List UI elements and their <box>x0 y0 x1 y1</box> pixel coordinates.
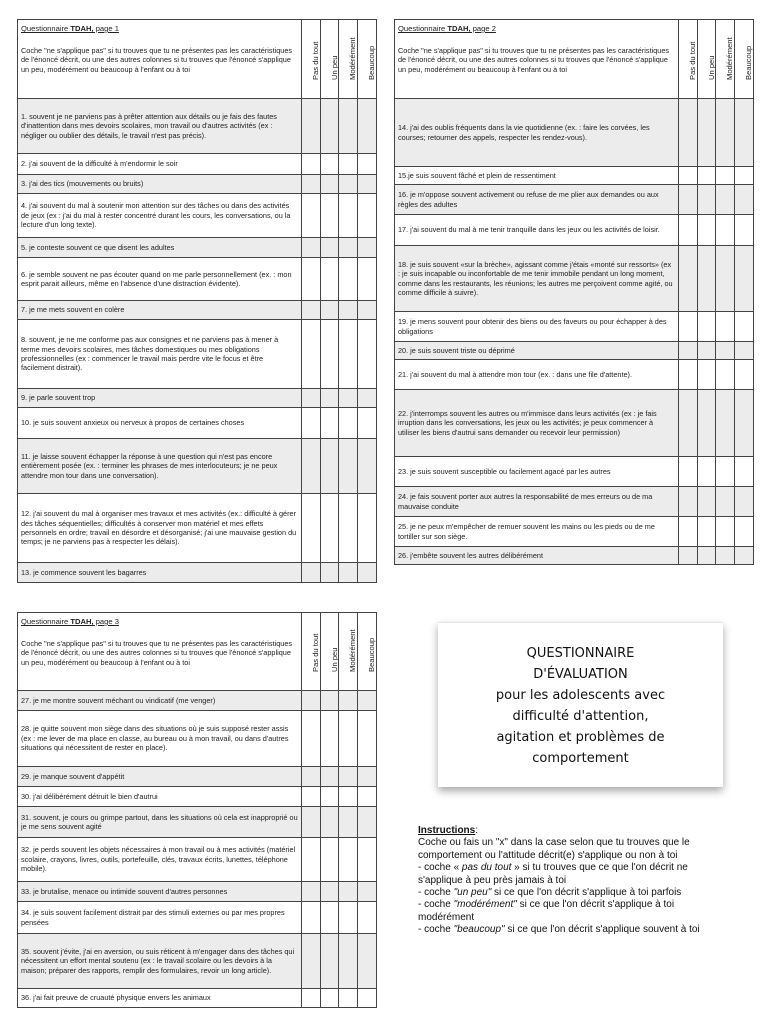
answer-cell <box>302 238 321 258</box>
page-3-title: Questionnaire TDAH, page 3 <box>21 617 119 626</box>
question-row <box>395 215 754 246</box>
question-row <box>18 320 377 389</box>
answer-cell <box>339 882 358 902</box>
answer-cell <box>302 838 321 882</box>
answer-cell <box>679 312 698 342</box>
answer-cell <box>302 439 321 494</box>
questionnaire-page-3 <box>17 612 377 1008</box>
answer-cell <box>716 312 735 342</box>
answer-cell <box>302 175 321 194</box>
instructions-heading-colon: : <box>475 825 479 836</box>
answer-cell <box>339 691 358 711</box>
answer-cell <box>679 185 698 215</box>
answer-cell <box>339 902 358 934</box>
answer-cell <box>716 246 735 312</box>
answer-cell <box>358 154 377 175</box>
answer-cell <box>321 154 339 175</box>
answer-cell <box>321 691 339 711</box>
answer-cell <box>302 902 321 934</box>
answer-cell <box>302 389 321 408</box>
answer-cell <box>321 175 339 194</box>
answer-cell <box>339 767 358 787</box>
title-line: QUESTIONNAIRE <box>526 646 635 661</box>
question-text: 19. je mens souvent pour obtenir des biens ou des faveurs ou pour échapper à des obligations <box>395 312 679 342</box>
answer-cell <box>321 807 339 838</box>
instructions-heading: Instructions <box>418 825 476 836</box>
answer-cell <box>302 99 321 154</box>
title-line: pour les adolescents avec <box>495 688 666 703</box>
answer-cell <box>679 215 698 246</box>
page-1-title: Questionnaire TDAH, page 1 <box>21 24 119 33</box>
question-text: 25. je ne peux m'empêcher de remuer souvent les mains ou les pieds ou de me tortiller sur son siège. <box>395 517 679 547</box>
answer-cell <box>698 312 716 342</box>
question-text: 15.je suis souvent fâché et plein de ressentiment <box>395 167 679 185</box>
answer-cell <box>358 258 377 301</box>
question-row <box>18 563 377 583</box>
answer-cell <box>302 320 321 389</box>
column-header-moderement: Modérément <box>339 613 358 691</box>
answer-cell <box>302 691 321 711</box>
answer-cell <box>339 389 358 408</box>
answer-cell <box>716 185 735 215</box>
answer-cell <box>679 547 698 565</box>
answer-cell <box>339 320 358 389</box>
answer-cell <box>339 787 358 807</box>
answer-cell <box>302 258 321 301</box>
question-row <box>395 185 754 215</box>
title-line: D'ÉVALUATION <box>533 667 628 682</box>
answer-cell <box>321 389 339 408</box>
question-text: 11. je laisse souvent échapper la réponse à une question qui n'est pas encore entièrement posée (ex. : terminer les phrases de mes interlocuteurs; je ne peux attendre mon tour dans une conversation). <box>18 439 302 494</box>
answer-cell <box>302 301 321 320</box>
answer-cell <box>321 439 339 494</box>
answer-cell <box>679 99 698 167</box>
answer-cell <box>339 301 358 320</box>
question-row <box>18 439 377 494</box>
question-row <box>18 989 377 1008</box>
question-row <box>18 934 377 989</box>
question-row <box>18 194 377 238</box>
answer-cell <box>698 215 716 246</box>
answer-cell <box>302 154 321 175</box>
question-text: 27. je me montre souvent méchant ou vindicatif (me venger) <box>18 691 302 711</box>
answer-cell <box>339 711 358 767</box>
answer-cell <box>735 517 754 547</box>
question-row <box>18 711 377 767</box>
answer-cell <box>358 301 377 320</box>
questionnaire-title-card <box>438 622 723 787</box>
answer-cell <box>735 342 754 360</box>
answer-cell <box>716 487 735 517</box>
question-row <box>18 408 377 439</box>
answer-cell <box>679 390 698 457</box>
question-row <box>395 547 754 565</box>
question-text: 10. je suis souvent anxieux ou nerveux à propos de certaines choses <box>18 408 302 439</box>
question-text: 34. je suis souvent facilement distrait par des stimuli externes ou par mes propres pensées <box>18 902 302 934</box>
answer-cell <box>321 902 339 934</box>
answer-cell <box>735 99 754 167</box>
answer-cell <box>302 807 321 838</box>
answer-cell <box>735 167 754 185</box>
answer-cell <box>735 185 754 215</box>
answer-cell <box>321 934 339 989</box>
answer-cell <box>716 517 735 547</box>
question-text: 9. je parle souvent trop <box>18 389 302 408</box>
answer-cell <box>698 390 716 457</box>
answer-cell <box>716 360 735 390</box>
question-text: 3. j'ai des tics (mouvements ou bruits) <box>18 175 302 194</box>
question-text: 35. souvent j'évite, j'ai en aversion, ou suis réticent à m'engager dans des tâches qui nécessitent un effort mental soutenu (ex : le travail scolaire ou les devoirs à la maison; préparer des rapports, remplir des formulaires, revoir un long article). <box>18 934 302 989</box>
question-row <box>395 99 754 167</box>
answer-cell <box>358 989 377 1008</box>
answer-cell <box>698 487 716 517</box>
question-row <box>395 342 754 360</box>
question-text: 20. je suis souvent triste ou déprimé <box>395 342 679 360</box>
title-line: difficulté d'attention, <box>512 709 649 724</box>
answer-cell <box>339 494 358 563</box>
question-row <box>18 767 377 787</box>
answer-cell <box>321 494 339 563</box>
question-row <box>18 882 377 902</box>
answer-cell <box>698 360 716 390</box>
answer-cell <box>698 457 716 487</box>
instructions-intro: Coche ou fais un "x" dans la case selon que tu trouves que le comportement ou l'attitude décrit(e) s'applique ou non à toi <box>418 837 690 861</box>
answer-cell <box>358 711 377 767</box>
answer-cell <box>302 194 321 238</box>
answer-cell <box>358 563 377 583</box>
question-row <box>395 517 754 547</box>
answer-cell <box>339 99 358 154</box>
question-row <box>395 390 754 457</box>
question-row <box>395 457 754 487</box>
question-row <box>395 167 754 185</box>
answer-cell <box>321 989 339 1008</box>
question-row <box>18 691 377 711</box>
answer-cell <box>679 246 698 312</box>
answer-cell <box>698 547 716 565</box>
question-text: 28. je quitte souvent mon siège dans des situations où je suis supposé rester assis (ex : me lever de ma place en classe, au bureau ou à mon travail, ou dans d'autres situations qui nécessitent de rester en place). <box>18 711 302 767</box>
title-line: agitation et problèmes de <box>496 730 665 745</box>
answer-cell <box>698 99 716 167</box>
question-text: 8. souvent, je ne me conforme pas aux consignes et ne parviens pas à mener à terme mes devoirs scolaires, mes tâches domestiques ou mes obligations professionnelles (ex : commencer le travail mais perdre vite le focus et être facilement distrait). <box>18 320 302 389</box>
question-row <box>395 487 754 517</box>
answer-cell <box>321 194 339 238</box>
answer-cell <box>339 934 358 989</box>
answer-cell <box>321 882 339 902</box>
question-text: 4. j'ai souvent du mal à soutenir mon attention sur des tâches ou dans des activités de jeux (ex : j'ai du mal à rester concentré durant les cours, les conversations, ou la lecture d'un long texte). <box>18 194 302 238</box>
question-text: 33. je brutalise, menace ou intimide souvent d'autres personnes <box>18 882 302 902</box>
question-text: 24. je fais souvent porter aux autres la responsabilité de mes erreurs ou de ma mauvaise conduite <box>395 487 679 517</box>
column-header-pas-du-tout: Pas du tout <box>302 20 321 99</box>
page-1-description: Coche "ne s'applique pas" si tu trouves que tu ne présentes pas les caractéristiques de l'énoncé décrit, ou une des autres colonnes si tu trouves que l'énoncé s'applique un peu, modérément ou beaucoup à l'enfant ou à toi <box>21 45 293 74</box>
question-row <box>18 175 377 194</box>
question-text: 21. j'ai souvent du mal à attendre mon tour (ex. : dans une file d'attente). <box>395 360 679 390</box>
page-3-description: Coche "ne s'applique pas" si tu trouves que tu ne présentes pas les caractéristiques de l'énoncé décrit, ou une des autres colonnes si tu trouves que l'énoncé s'applique un peu, modérément ou beaucoup à l'enfant ou à toi <box>21 638 293 667</box>
question-row <box>18 238 377 258</box>
question-text: 30. j'ai délibérément détruit le bien d'autrui <box>18 787 302 807</box>
question-row <box>18 154 377 175</box>
answer-cell <box>698 342 716 360</box>
answer-cell <box>735 246 754 312</box>
page-2-header <box>395 20 679 99</box>
question-text: 13. je commence souvent les bagarres <box>18 563 302 583</box>
column-header-un-peu: Un peu <box>321 613 339 691</box>
question-text: 23. je suis souvent susceptible ou facilement agacé par les autres <box>395 457 679 487</box>
question-row <box>18 258 377 301</box>
answer-cell <box>716 547 735 565</box>
answer-cell <box>302 767 321 787</box>
answer-cell <box>302 787 321 807</box>
answer-cell <box>358 320 377 389</box>
answer-cell <box>339 563 358 583</box>
answer-cell <box>321 767 339 787</box>
instruction-option: - coche "beaucoup" si ce que l'on décrit s'applique souvent à toi <box>418 924 700 936</box>
column-header-beaucoup: Beaucoup <box>735 20 754 99</box>
question-row <box>395 312 754 342</box>
answer-cell <box>358 934 377 989</box>
answer-cell <box>339 408 358 439</box>
answer-cell <box>679 457 698 487</box>
instruction-option: - coche "modérément" si ce que l'on décrit s'applique à toi modérément <box>418 899 675 923</box>
answer-cell <box>339 258 358 301</box>
answer-cell <box>302 563 321 583</box>
question-text: 26. j'embête souvent les autres délibérément <box>395 547 679 565</box>
question-row <box>18 494 377 563</box>
answer-cell <box>321 301 339 320</box>
question-text: 29. je manque souvent d'appétit <box>18 767 302 787</box>
answer-cell <box>698 246 716 312</box>
answer-cell <box>339 194 358 238</box>
answer-cell <box>716 215 735 246</box>
answer-cell <box>358 194 377 238</box>
answer-cell <box>735 215 754 246</box>
instructions-block <box>418 825 728 937</box>
page-3-header <box>18 613 302 691</box>
question-text: 36. j'ai fait preuve de cruauté physique envers les animaux <box>18 989 302 1008</box>
answer-cell <box>321 838 339 882</box>
answer-cell <box>679 167 698 185</box>
question-text: 17. j'ai souvent du mal à me tenir tranquille dans les jeux ou les activités de loisir. <box>395 215 679 246</box>
question-row <box>18 807 377 838</box>
answer-cell <box>358 175 377 194</box>
answer-cell <box>735 360 754 390</box>
answer-cell <box>679 517 698 547</box>
question-row <box>18 838 377 882</box>
column-header-un-peu: Un peu <box>321 20 339 99</box>
question-row <box>395 360 754 390</box>
question-row <box>18 99 377 154</box>
answer-cell <box>302 934 321 989</box>
answer-cell <box>339 154 358 175</box>
question-text: 12. j'ai souvent du mal à organiser mes travaux et mes activités (ex.: difficulté à gérer des tâches séquentielles; difficultés à conserver mon matériel et mes effets personnels en ordre; travail en désordre et désorganisé; j'ai une mauvaise gestion du temps; je ne parviens pas à respecter les délais). <box>18 494 302 563</box>
answer-cell <box>339 838 358 882</box>
answer-cell <box>358 99 377 154</box>
answer-cell <box>698 185 716 215</box>
answer-cell <box>358 807 377 838</box>
answer-cell <box>321 787 339 807</box>
column-header-beaucoup: Beaucoup <box>358 20 377 99</box>
column-header-moderement: Modérément <box>339 20 358 99</box>
answer-cell <box>735 487 754 517</box>
answer-cell <box>735 390 754 457</box>
answer-cell <box>716 167 735 185</box>
answer-cell <box>716 99 735 167</box>
answer-cell <box>698 167 716 185</box>
answer-cell <box>302 989 321 1008</box>
page-2-description: Coche "ne s'applique pas" si tu trouves que tu ne présentes pas les caractéristiques de l'énoncé décrit, ou une des autres colonnes si tu trouves que l'énoncé s'applique un peu, modérément ou beaucoup à l'enfant ou à toi <box>398 45 670 74</box>
question-text: 18. je suis souvent «sur la brèche», agissant comme j'étais «monté sur ressorts» (ex : je suis incapable ou inconfortable de me tenir immobile pendant un long moment, comme dans les restaurants, les réunions; les autres me perçoivent comme agité, ou comme difficile à suivre). <box>395 246 679 312</box>
question-text: 14. j'ai des oublis fréquents dans la vie quotidienne (ex. : faire les corvées, les courses; retourner des appels, respecter les rendez-vous). <box>395 99 679 167</box>
answer-cell <box>716 342 735 360</box>
questionnaire-page-2 <box>394 19 754 565</box>
answer-cell <box>358 838 377 882</box>
answer-cell <box>735 547 754 565</box>
answer-cell <box>358 902 377 934</box>
column-header-un-peu: Un peu <box>698 20 716 99</box>
question-text: 2. j'ai souvent de la difficulté à m'endormir le soir <box>18 154 302 175</box>
question-text: 7. je me mets souvent en colère <box>18 301 302 320</box>
answer-cell <box>716 390 735 457</box>
answer-cell <box>358 238 377 258</box>
answer-cell <box>358 787 377 807</box>
question-text: 31. souvent, je cours ou grimpe partout, dans les situations où cela est inapproprié ou je me sens souvent agité <box>18 807 302 838</box>
answer-cell <box>358 767 377 787</box>
answer-cell <box>339 238 358 258</box>
question-text: 5. je conteste souvent ce que disent les adultes <box>18 238 302 258</box>
answer-cell <box>339 175 358 194</box>
question-row <box>395 246 754 312</box>
answer-cell <box>679 342 698 360</box>
answer-cell <box>358 408 377 439</box>
answer-cell <box>735 457 754 487</box>
question-row <box>18 902 377 934</box>
answer-cell <box>358 389 377 408</box>
answer-cell <box>358 494 377 563</box>
column-header-pas-du-tout: Pas du tout <box>679 20 698 99</box>
answer-cell <box>339 989 358 1008</box>
column-header-moderement: Modérément <box>716 20 735 99</box>
column-header-pas-du-tout: Pas du tout <box>302 613 321 691</box>
answer-cell <box>321 711 339 767</box>
answer-cell <box>358 882 377 902</box>
instructions-heading-line <box>418 825 728 837</box>
questionnaire-page-1 <box>17 19 377 583</box>
title-line: comportement <box>532 751 629 766</box>
question-text: 32. je perds souvent les objets nécessaires à mon travail ou à mes activités (matériel scolaire, crayons, livres, outils, portefeuille, clés, travaux écrits, lunettes, téléphone mobile). <box>18 838 302 882</box>
answer-cell <box>321 258 339 301</box>
question-text: 1. souvent je ne parviens pas à prêter attention aux détails ou je fais des fautes d'inattention dans mes devoirs scolaires, mon travail ou d'autres activités (ex : négliger ou oublier des détails, le travail n'est pas précis). <box>18 99 302 154</box>
question-row <box>18 787 377 807</box>
answer-cell <box>716 457 735 487</box>
page-2-title: Questionnaire TDAH, page 2 <box>398 24 496 33</box>
answer-cell <box>302 408 321 439</box>
answer-cell <box>321 563 339 583</box>
answer-cell <box>302 711 321 767</box>
answer-cell <box>358 691 377 711</box>
question-text: 6. je semble souvent ne pas écouter quand on me parle personnellement (ex. : mon esprit parait ailleurs, même en l'absence d'une distraction évidente). <box>18 258 302 301</box>
answer-cell <box>321 99 339 154</box>
answer-cell <box>735 312 754 342</box>
answer-cell <box>679 360 698 390</box>
answer-cell <box>698 517 716 547</box>
answer-cell <box>339 439 358 494</box>
answer-cell <box>358 439 377 494</box>
question-text: 22. j'interromps souvent les autres ou m'immisce dans leurs activités (ex : je fais irruption dans les conversations, les jeux ou les activités; je peux commencer à utiliser les biens d'autrui sans demander ou recevoir leur permission) <box>395 390 679 457</box>
page-1-header <box>18 20 302 99</box>
instruction-option: - coche « pas du tout » si tu trouves que ce que l'on décrit ne s'applique à peu près jamais à toi <box>418 862 688 886</box>
question-row <box>18 389 377 408</box>
answer-cell <box>321 238 339 258</box>
answer-cell <box>339 807 358 838</box>
question-text: 16. je m'oppose souvent activement ou refuse de me plier aux demandes ou aux règles des adultes <box>395 185 679 215</box>
answer-cell <box>302 494 321 563</box>
instruction-option: - coche "un peu" si ce que l'on décrit s'applique à toi parfois <box>418 887 682 899</box>
question-row <box>18 301 377 320</box>
answer-cell <box>679 487 698 517</box>
answer-cell <box>302 882 321 902</box>
answer-cell <box>321 320 339 389</box>
column-header-beaucoup: Beaucoup <box>358 613 377 691</box>
answer-cell <box>321 408 339 439</box>
